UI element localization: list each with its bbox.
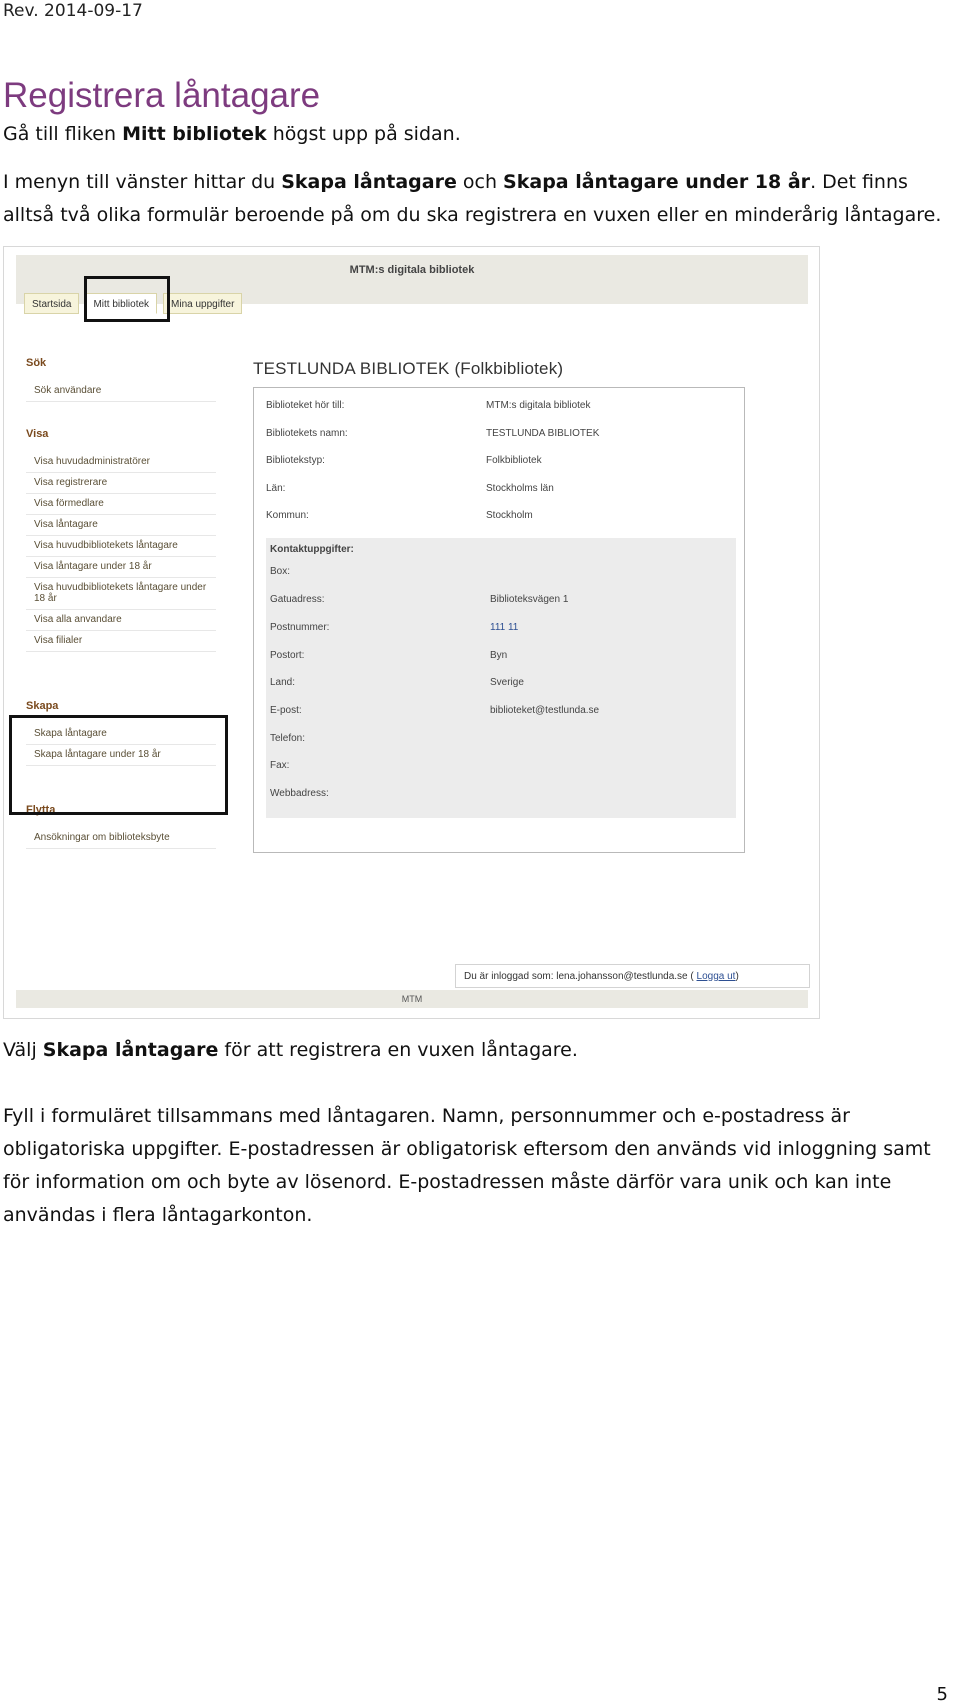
sidebar-item[interactable]: Visa alla anvandare bbox=[26, 610, 216, 631]
sidebar-section-visa bbox=[26, 428, 216, 652]
sidebar-item[interactable]: Visa huvudbibliotekets låntagare under 18 år bbox=[26, 578, 216, 610]
intro-paragraph-1: Gå till fliken Mitt bibliotek högst upp på sidan. bbox=[3, 123, 461, 145]
library-heading: TESTLUNDA BIBLIOTEK (Folkbibliotek) bbox=[253, 359, 564, 378]
screenshot-figure bbox=[3, 246, 820, 1019]
sidebar-section-title: Sök bbox=[26, 357, 47, 369]
sidebar-item[interactable]: Visa förmedlare bbox=[26, 494, 216, 515]
form-paragraph: Fyll i formuläret tillsammans med låntagaren. Namn, personnummer och e-postadress är obligatoriska uppgifter. E-postadressen är obligatorisk eftersom den används vid inloggning samt för information om och byte av lösenord. E-postadressen måste därför vara unik och kan inte användas i flera låntagarkonton. bbox=[3, 1105, 931, 1226]
sidebar-section-title: Visa bbox=[26, 428, 49, 440]
sidebar-item-sok-anvandare[interactable]: Sök användare bbox=[26, 381, 216, 402]
highlight-skapa-frame bbox=[9, 715, 228, 815]
contact-box: Kontaktuppgifter: Box: Gatuadress: Biblioteksvägen 1 Postnummer: 111 11 Postort: Byn Land: Sverige E-post: biblioteket@testlunda.se Telefon: Fax: Webbadress: bbox=[266, 538, 736, 818]
intro-paragraph-2: I menyn till vänster hittar du Skapa låntagare och Skapa låntagare under 18 år. Det finns alltså två olika formulär beroende på om du ska registrera en vuxen eller en minderårig låntagare. bbox=[3, 171, 942, 226]
sidebar-item[interactable]: Visa huvudbibliotekets låntagare bbox=[26, 536, 216, 557]
revision-date: Rev. 2014-09-17 bbox=[3, 1, 143, 21]
sidebar-item-ansokningar[interactable]: Ansökningar om biblioteksbyte bbox=[26, 828, 216, 849]
site-title: MTM:s digitala bibliotek bbox=[349, 264, 475, 276]
page-number: 5 bbox=[936, 1684, 948, 1705]
sidebar-item[interactable]: Visa låntagare under 18 år bbox=[26, 557, 216, 578]
tab-mitt-bibliotek[interactable]: Mitt bibliotek bbox=[85, 293, 157, 314]
sidebar-item-skapa-lantagare-under-18[interactable]: Skapa låntagare under 18 år bbox=[26, 745, 216, 766]
instruction-paragraph: Välj Skapa låntagare för att registrera en vuxen låntagare. bbox=[3, 1039, 578, 1061]
logout-link[interactable]: Logga ut bbox=[696, 971, 736, 982]
highlight-tab-frame bbox=[84, 276, 170, 322]
sidebar-item-skapa-lantagare[interactable]: Skapa låntagare bbox=[26, 724, 216, 745]
sidebar-section-title: Skapa bbox=[26, 700, 59, 712]
sidebar-section-sok bbox=[26, 357, 216, 402]
login-status: Du är inloggad som: lena.johansson@testlunda.se ( Logga ut) bbox=[455, 964, 810, 988]
footer-bar: MTM bbox=[16, 990, 808, 1008]
sidebar-item[interactable]: Visa huvudadministratörer bbox=[26, 452, 216, 473]
sidebar-item[interactable]: Visa registrerare bbox=[26, 473, 216, 494]
tab-mina-uppgifter[interactable]: Mina uppgifter bbox=[163, 293, 242, 314]
library-info-box: Biblioteket hör till: MTM:s digitala bibliotek Bibliotekets namn: TESTLUNDA BIBLIOTEK Bibliotekstyp: Folkbibliotek Län: Stockholms län Kommun: Stockholm Kontaktuppgifter: Box: Gatuadress: Biblioteksvägen 1 Postnummer: 111 11 Postort: Byn Land: Sverige E-post: biblioteket@testlunda.se Telefon: Fax: Webbadress: bbox=[253, 387, 745, 853]
sidebar-item[interactable]: Visa låntagare bbox=[26, 515, 216, 536]
sidebar-item[interactable]: Visa filialer bbox=[26, 631, 216, 652]
tab-startsida[interactable]: Startsida bbox=[24, 293, 79, 314]
sidebar-section-title: Flytta bbox=[26, 804, 56, 816]
page-title: Registrera låntagare bbox=[3, 76, 321, 115]
